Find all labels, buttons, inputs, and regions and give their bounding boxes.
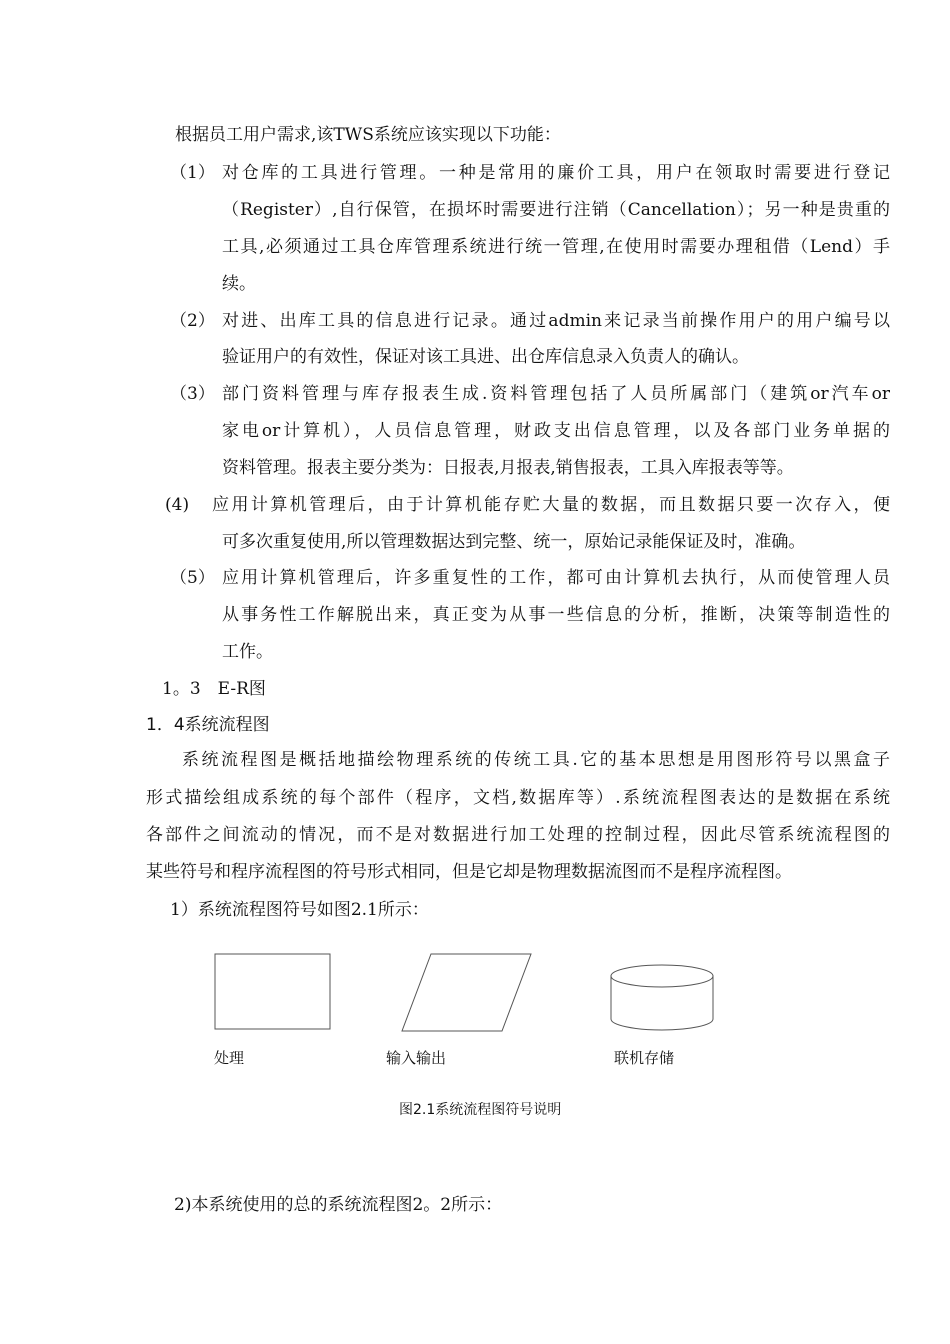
item-3-line-2: 家电or计算机），人员信息管理，财政支出信息管理，以及各部门业务单据的: [222, 421, 890, 441]
intro-text: 根据员工用户需求,该TWS系统应该实现以下功能：: [175, 125, 561, 145]
symbol-label-io: 输入输出: [386, 1049, 447, 1067]
item-2-line-2: 验证用户的有效性，保证对该工具进、出仓库信息录入负责人的确认。: [222, 347, 749, 367]
item-3-number: （3）: [170, 384, 215, 404]
item-5-line-1: 应用计算机管理后，许多重复性的工作，都可由计算机去执行，从而使管理人员: [222, 568, 890, 588]
item-4-line-2: 可多次重复使用,所以管理数据达到完整、统一，原始记录能保证及时，准确。: [222, 532, 806, 552]
item-1-number: （1）: [170, 163, 215, 183]
item-3-line-1: 部门资料管理与库存报表生成.资料管理包括了人员所属部门（建筑or汽车or: [222, 384, 891, 404]
item-4-line-1: 应用计算机管理后，由于计算机能存贮大量的数据，而且数据只要一次存入，便: [212, 495, 890, 515]
symbols-intro: 1）系统流程图符号如图2.1所示：: [170, 900, 429, 920]
item-1-line-2: （Register）,自行保管，在损坏时需要进行注销（Cancellation）；另一种是贵重的: [222, 200, 890, 220]
item-1-line-4: 续。: [222, 274, 256, 294]
paragraph-line-3: 各部件之间流动的情况，而不是对数据进行加工处理的控制过程，因此尽管系统流程图的: [146, 825, 890, 845]
item-5-number: （5）: [170, 568, 215, 588]
item-1-line-3: 工具,必须通过工具仓库管理系统进行统一管理,在使用时需要办理租借（Lend）手: [222, 237, 890, 257]
symbol-label-storage: 联机存储: [614, 1049, 675, 1067]
rectangle-process-icon: [214, 953, 332, 1031]
symbol-label-process: 处理: [214, 1049, 245, 1067]
item-5-line-2: 从事务性工作解脱出来，真正变为从事一些信息的分析，推断，决策等制造性的: [222, 605, 890, 625]
item-2-number: （2）: [170, 311, 215, 331]
heading-system-flowchart: 1．4系统流程图: [146, 715, 270, 735]
paragraph-line-4: 某些符号和程序流程图的符号形式相同，但是它却是物理数据流图而不是程序流程图。: [146, 862, 792, 882]
item-2-line-1: 对进、出库工具的信息进行记录。通过admin来记录当前操作用户的用户编号以: [222, 311, 890, 331]
paragraph-line-1: 系统流程图是概括地描绘物理系统的传统工具.它的基本思想是用图形符号以黑盒子: [182, 750, 890, 770]
paragraph-line-2: 形式描绘组成系统的每个部件（程序，文档,数据库等）.系统流程图表达的是数据在系统: [146, 788, 890, 808]
heading-er-diagram: 1。3 E-R图: [162, 679, 266, 699]
item-5-line-3: 工作。: [222, 642, 273, 662]
item-4-number: (4): [165, 495, 190, 515]
item-3-line-3: 资料管理。报表主要分类为：日报表,月报表,销售报表，工具入库报表等等。: [222, 458, 794, 478]
item-1-line-1: 对仓库的工具进行管理。一种是常用的廉价工具，用户在领取时需要进行登记: [222, 163, 890, 183]
figure-caption: 图2.1系统流程图符号说明: [399, 1102, 562, 1118]
overall-flowchart-intro: 2)本系统使用的总的系统流程图2。2所示：: [174, 1195, 503, 1215]
parallelogram-io-icon: [400, 953, 534, 1033]
cylinder-storage-icon: [609, 963, 716, 1033]
